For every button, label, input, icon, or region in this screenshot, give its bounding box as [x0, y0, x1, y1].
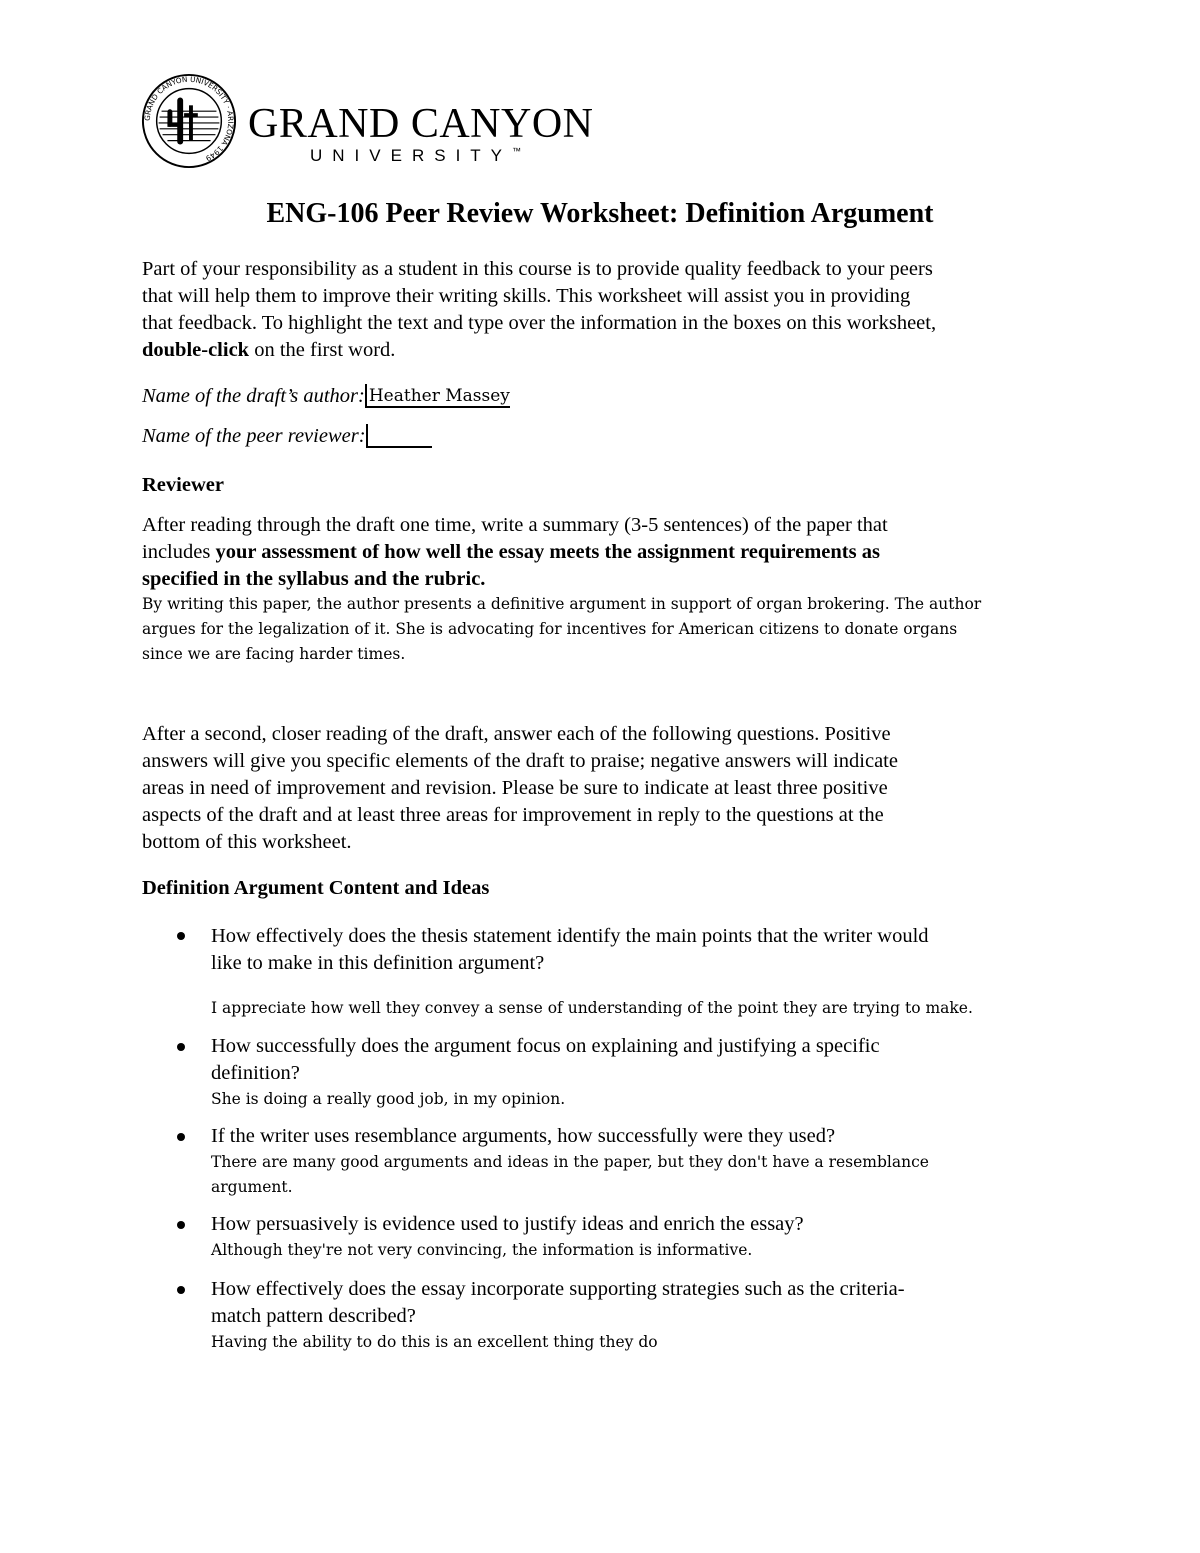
reviewer-field[interactable] — [366, 424, 432, 448]
university-logo — [140, 72, 594, 172]
reviewer-instructions: After reading through the draft one time, write a summary (3-5 sentences) of the paper that includes your assessment of how well the essay meets the assignment requirements as specified in the syllabus and the rubric. — [142, 514, 888, 590]
author-field[interactable]: Heather Massey — [365, 384, 510, 408]
page-title: ENG-106 Peer Review Worksheet: Definition Argument — [266, 198, 934, 229]
question-thesis: How effectively does the thesis statement identify the main points that the writer would like to make in this definition argument? — [211, 925, 929, 974]
svg-text:GRAND CANYON UNIVERSITY · ARIZ: GRAND CANYON UNIVERSITY · ARIZONA 1949 — [142, 74, 236, 164]
logo-subtitle: UNIVERSITY™ — [310, 146, 522, 165]
reviewer-row — [142, 424, 432, 448]
author-label: Name of the draft’s author: — [142, 385, 365, 407]
question-definition: How successfully does the argument focus on explaining and justifying a specific definition? — [211, 1035, 880, 1084]
question-evidence: How persuasively is evidence used to justify ideas and enrich the essay? — [211, 1213, 804, 1235]
intro-paragraph: Part of your responsibility as a student in this course is to provide quality feedback to your peers that will help them to improve their writing skills. This worksheet will assist you in providing that feedback. To highlight the text and type over the information in the boxes on this worksheet, double-click on the first word. — [142, 258, 937, 361]
reviewer-heading: Reviewer — [142, 474, 224, 496]
logo-wordmark: GRAND CANYON — [248, 101, 594, 147]
question-resemblance: If the writer uses resemblance arguments, how successfully were they used? — [211, 1125, 836, 1147]
bullet-icon — [177, 1221, 185, 1229]
reviewer-label: Name of the peer reviewer: — [142, 425, 366, 447]
university-seal-icon — [140, 72, 238, 170]
summary-answer[interactable]: By writing this paper, the author presents a definitive argument in support of organ brokering. The author argues for the legalization of it. She is advocating for incentives for American citizens to donate organs since we are facing harder times. — [142, 595, 982, 663]
answer-evidence[interactable]: Although they're not very convincing, the information is informative. — [211, 1241, 753, 1259]
author-row — [142, 384, 510, 408]
bullet-icon — [177, 1286, 185, 1294]
content-ideas-heading: Definition Argument Content and Ideas — [142, 877, 490, 899]
answer-resemblance[interactable]: There are many good arguments and ideas in the paper, but they don't have a resemblance argument. — [211, 1153, 929, 1196]
second-reading-paragraph: After a second, closer reading of the draft, answer each of the following questions. Positive answers will give you specific elements of the draft to praise; negative answers will indicate areas in need of improvement and revision. Please be sure to indicate at least three positive aspects of the draft and at least three areas for improvement in reply to the questions at the bottom of this worksheet. — [142, 723, 898, 853]
bullet-icon — [177, 1133, 185, 1141]
answer-strategies[interactable]: Having the ability to do this is an excellent thing they do — [211, 1333, 658, 1351]
bullet-icon — [177, 932, 185, 940]
question-strategies: How effectively does the essay incorporate supporting strategies such as the criteria- match pattern described? — [211, 1278, 905, 1327]
bullet-icon — [177, 1043, 185, 1051]
answer-definition[interactable]: She is doing a really good job, in my opinion. — [211, 1090, 566, 1108]
answer-thesis[interactable]: I appreciate how well they convey a sense of understanding of the point they are trying to make. — [211, 999, 973, 1017]
